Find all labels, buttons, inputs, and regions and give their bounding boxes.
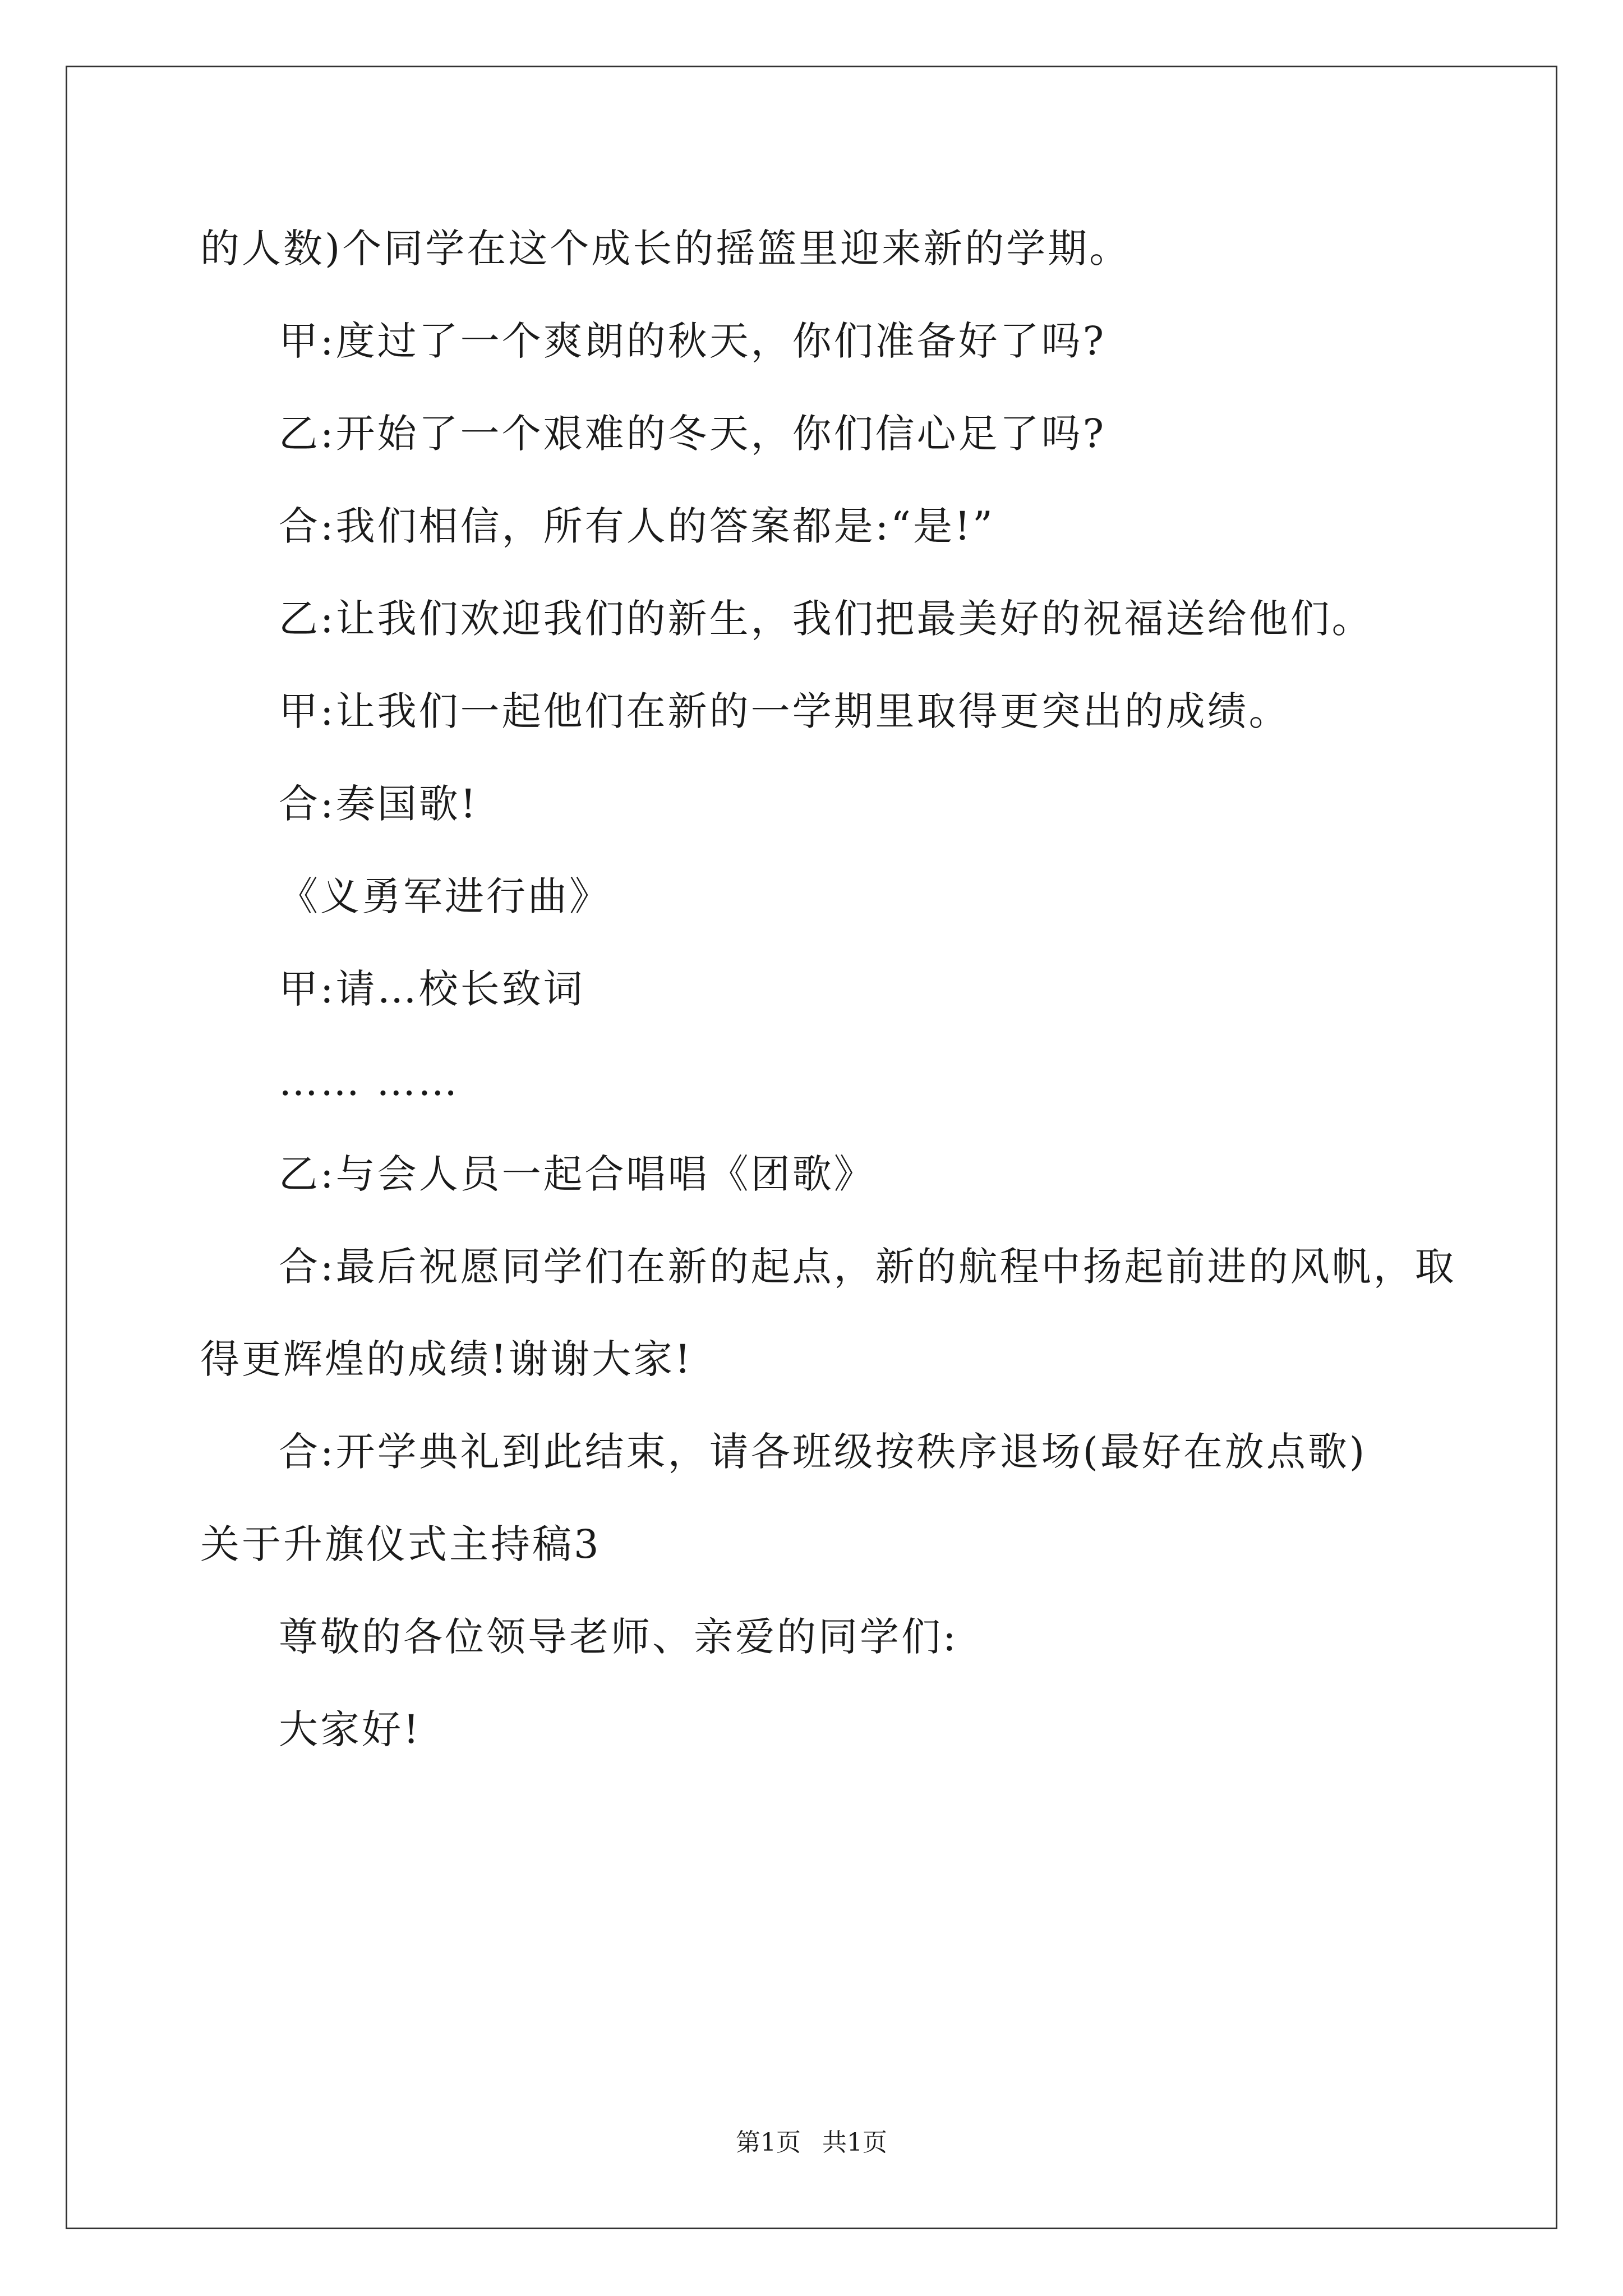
paragraph-16: 尊敬的各位领导老师、亲爱的同学们: [279,1614,958,1660]
paragraph-13: 得更辉煌的成绩!谢谢大家! [200,1336,693,1382]
paragraph-4: 合:我们相信，所有人的答案都是:“是!” [279,503,995,549]
section-heading: 关于升旗仪式主持稿3 [200,1521,601,1567]
paragraph-10: …… …… [279,1059,460,1105]
paragraph-7: 合:奏国歌! [279,781,478,827]
paragraph-5: 乙:让我们欢迎我们的新生，我们把最美好的祝福送给他们。 [279,596,1373,642]
paragraph-1: 的人数)个同学在这个成长的摇篮里迎来新的学期。 [200,226,1131,272]
page-number-total: 共1页 [822,2128,887,2157]
paragraph-17: 大家好! [279,1706,422,1752]
paragraph-9: 甲:请…校长致词 [279,966,585,1012]
paragraph-3: 乙:开始了一个艰难的冬天，你们信心足了吗? [279,411,1106,457]
page-number-current: 第1页 [736,2128,801,2157]
paragraph-2: 甲:度过了一个爽朗的秋天，你们准备好了吗? [279,318,1106,364]
page-footer [0,2126,1623,2160]
paragraph-8: 《义勇军进行曲》 [279,873,611,919]
paragraph-14: 合:开学典礼到此结束，请各班级按秩序退场(最好在放点歌) [279,1429,1367,1475]
paragraph-12: 合:最后祝愿同学们在新的起点，新的航程中扬起前进的风帆，取 [279,1244,1456,1290]
paragraph-6: 甲:让我们一起他们在新的一学期里取得更突出的成绩。 [279,688,1290,734]
paragraph-11: 乙:与会人员一起合唱唱《团歌》 [279,1151,875,1197]
